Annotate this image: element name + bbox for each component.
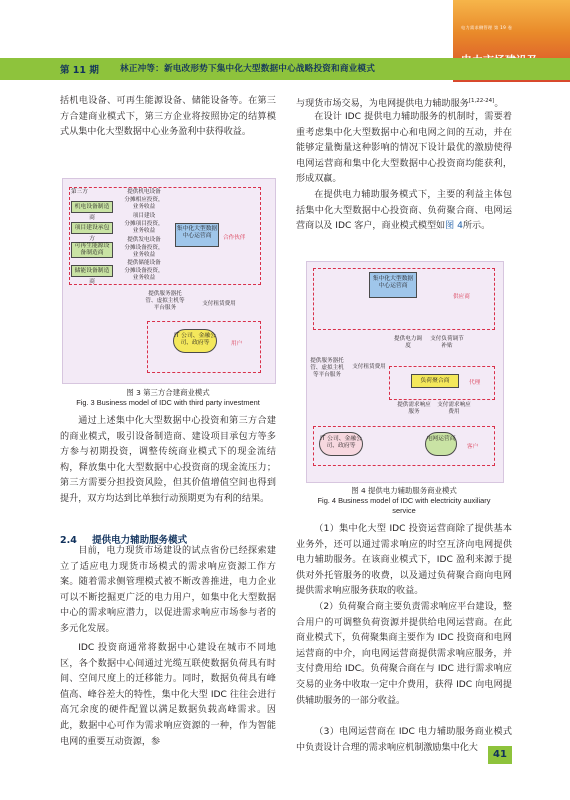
right-para-5: （2）负荷聚合商主要负责需求响应平台建设，整合用户的可调整负荷资源并提供给电网运营商。在此商业模式下，负荷聚集商主要作为 IDC 投资商和电网运营商的中介，向电网运营商提供需求响应服务，并支付费用给 IDC。负荷聚合商在与 IDC 进行需求响应交易的业务中收取一定中介费用，获得 IDC 向电网提供辅助服务的一部分收益。 [296, 602, 512, 706]
left-para-3: 目前，电力现货市场建设的试点省份已经探索建立了适应电力现货市场模式的需求响应资源工作方案。随着需求侧管理模式被不断改善推进，电力企业可以不断挖掘更广泛的电力用户，如集中化大型数据中心的需求响应潜力，以促进需求响应市场参与者的多元化发展。 [60, 546, 276, 634]
right-para-6: （3）电网运营商在 IDC 电力辅助服务商业模式中负责设计合理的需求响应机制激励集中化大 [296, 727, 512, 753]
fig3-third-party-label: 第三方 [71, 189, 88, 195]
page-number: 41 [488, 746, 512, 764]
figure-3 [62, 178, 276, 384]
running-title: 林正冲等：新电改形势下集中化大型数据中心战略投资和商业模式 [120, 64, 376, 74]
fig3-flow-4: 项目建设 [132, 213, 156, 219]
fig3-client: IT 公司、金融公司、政府等 [173, 329, 217, 353]
fig3-flow-8: 分摊设备投资， [124, 245, 164, 251]
fig4-pay-label: 支付租赁费用 [352, 364, 386, 370]
fig4-flow-2: 支付负荷调节补贴 [430, 336, 464, 349]
fig4-customer-label: 客户 [467, 444, 479, 450]
fig3-mfr-2: 项目建设承包方 [71, 222, 113, 234]
fig4-intermediary-label: 代理 [469, 380, 481, 386]
fig3-user-label: 用户 [231, 341, 243, 347]
fig3-flow-5: 分摊项目投资， [124, 221, 164, 227]
right-para-1: 与现货市场交易，为电网提供电力辅助服务[1,22-24]。 [296, 98, 504, 110]
right-para-4: （1）集中化大型 IDC 投资运营商除了提供基本业务外，还可以通过需求响应的时空互济向电网提供电力辅助服务。在该商业模式下，IDC 盈利来源于提供对外托管服务的收费，以及通过负荷聚合商向电网提供需求响应服务获取的收益。 [296, 524, 512, 597]
fig4-caption-en: Fig. 4 Business model of IDC with electricity auxiliary service [317, 496, 491, 515]
fig3-flow-12: 业务收益 [132, 275, 156, 281]
fig3-mfr-1: 机电设备制造商 [71, 201, 113, 213]
fig4-client: IT 公司、金融公司、政府等 [319, 432, 363, 456]
fig3-caption-cn: 图 3 第三方合建商业模式 [126, 388, 210, 397]
fig4-service-label: 提供服务器托管、虚拟主机等平台服务 [310, 358, 344, 378]
fig4-caption-cn: 图 4 提供电力辅助服务商业模式 [351, 486, 457, 495]
fig3-flow-7: 提供发电设备 [127, 237, 161, 243]
fig3-flow-3: 业务收益 [132, 204, 156, 210]
fig3-caption-en: Fig. 3 Business model of IDC with third party investment [76, 398, 260, 407]
left-para-4: IDC 投资商通常将数据中心建设在城市不同地区，各个数据中心间通过光缆互联使数据负荷具有时间、空间尺度上的迁移能力。同时，数据负荷具有峰值高、峰谷差大的特性，集中化大型 IDC 往往会进行高冗余度的硬件配置以满足数据负载高峰需求。因此，数据中心可作为需求响应资源的一种，作为智能电网的重要互动资源，参 [60, 643, 276, 747]
fig3-flow-6: 业务收益 [132, 228, 156, 234]
fig3-pay-label: 支付租赁费用 [202, 301, 236, 307]
fig3-flow-11: 分摊设备投资， [124, 268, 164, 274]
fig3-service-label: 提供服务器托管、虚拟主机等平台服务 [145, 291, 185, 311]
fig3-cooperation-label: 合作伙伴 [223, 235, 246, 241]
right-para-3: 在提供电力辅助服务模式下，主要的利益主体包括集中化大型数据中心投资商、负荷聚合商、电网运营商以及 IDC 客户，商业模式模型如图 4所示。 [296, 190, 512, 232]
fig4-flow-4: 支付需求响应费用 [437, 402, 471, 415]
section-title: 提供电力辅助服务模式 [92, 535, 188, 546]
left-para-2: 通过上述集中化大型数据中心投资和第三方合建的商业模式，吸引设备制造商、建设项目承包方等多方参与初期投资，调整传统商业模式下的现金流结构，释放集中化大型数据中心投资商的现金流压力；第三方需要分担投资风险，但其价值增值空间也得到提升，双方均达到比单独行动预期更为有利的结果。 [60, 416, 276, 504]
fig4-supplier-label: 供应商 [453, 294, 470, 300]
issue-number: 第 11 期 [60, 65, 99, 76]
fig4-flow-1: 提供电力调度 [394, 336, 422, 349]
fig3-flow-2: 分摊相应投资， [124, 197, 164, 203]
fig3-flow-10: 提供储能设备 [127, 260, 161, 266]
fig3-mfr-3: 可再生能源设备制造商 [71, 242, 113, 258]
fig3-flow-1: 提供机电设备 [127, 189, 161, 195]
section-number: 2.4 [60, 535, 77, 546]
fig4-grid-operator: 电网运营商 [425, 432, 457, 456]
fig3-mfr-4: 储能设备制造商 [71, 265, 113, 277]
fig3-flow-9: 业务收益 [132, 252, 156, 258]
fig4-idc-operator: 集中化大型数据中心运营商 [369, 272, 417, 298]
figure-4 [306, 261, 504, 483]
fig4-link[interactable]: 图 4 [445, 221, 463, 232]
citation-ref: [1,22-24] [468, 98, 495, 104]
banner-small-text: 电力需求侧管理 第 19 卷 [461, 25, 513, 30]
right-para-2: 在设计 IDC 提供电力辅助服务的机制时，需要着重考虑集中化大型数据中心和电网之间的互动，并在能够定量衡量这种影响的情况下设计最优的激励使得电网运营商和集中化大型数据中心投资商均能获利，形成双赢。 [296, 112, 512, 185]
fig3-idc-operator: 集中化大型数据中心运营商 [175, 223, 219, 247]
left-para-1: 括机电设备、可再生能源设备、储能设备等。在第三方合建商业模式下，第三方企业将按照协定的结算模式从集中化大型数据中心业务盈利中获得收益。 [60, 96, 276, 138]
fig4-aggregator: 负荷聚合商 [411, 374, 459, 388]
fig4-flow-3: 提供需求响应服务 [397, 402, 431, 415]
